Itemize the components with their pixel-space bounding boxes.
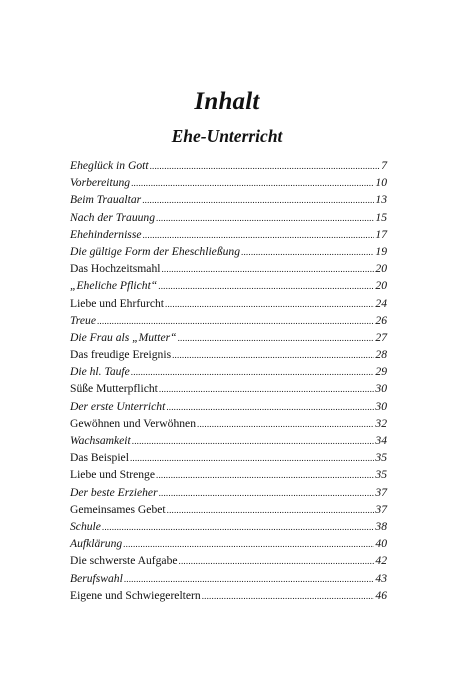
toc-entry-page-number: 32 <box>375 416 387 430</box>
toc-dot-leader <box>130 450 374 467</box>
toc-entry-title: Eheglück in Gott <box>70 159 149 172</box>
toc-entry-page-number: 29 <box>375 365 387 379</box>
toc-entry <box>70 587 387 604</box>
toc-entry <box>70 570 387 587</box>
toc-entry-page-number: 26 <box>375 313 387 327</box>
toc-entry <box>70 209 387 226</box>
toc-entry-title: Die hl. Taufe <box>70 365 130 379</box>
toc-dot-leader <box>123 536 374 553</box>
toc-entry <box>70 174 387 191</box>
toc-entry-page-number: 17 <box>375 227 387 241</box>
toc-entry-title: Die schwerste Aufgabe <box>70 554 178 568</box>
toc-dot-leader <box>179 553 375 570</box>
toc-entry-page-number: 30 <box>375 382 387 396</box>
toc-entry-title: Treue <box>70 313 96 327</box>
toc-dot-leader <box>161 261 374 278</box>
toc-dot-leader <box>159 485 375 502</box>
toc-entry-title: „Eheliche Pflicht“ <box>70 279 158 293</box>
toc-dot-leader <box>102 519 375 536</box>
toc-entry-title: Ehehindernisse <box>70 227 142 241</box>
toc-entry <box>70 295 387 312</box>
toc-dot-leader <box>131 364 375 381</box>
toc-entry <box>70 363 387 380</box>
page-title: Inhalt <box>194 88 260 115</box>
toc-dot-leader <box>156 467 374 484</box>
toc-entry-title: Liebe und Ehrfurcht <box>70 296 165 310</box>
toc-dot-leader <box>142 227 374 244</box>
toc-entry <box>70 398 387 415</box>
toc-entry <box>70 312 387 329</box>
toc-entry-title: Beim Traualtar <box>70 193 142 207</box>
toc-dot-leader <box>178 330 375 347</box>
toc-dot-leader <box>202 588 375 605</box>
toc-dot-leader <box>156 210 374 227</box>
toc-dot-leader <box>172 347 374 364</box>
toc-entry <box>70 466 387 483</box>
toc-dot-leader <box>165 296 374 313</box>
toc-entry-page-number: 20 <box>375 262 387 276</box>
toc-entry-title: Das Beispiel <box>70 451 129 465</box>
toc-entry-title: Vorbereitung <box>70 176 131 190</box>
toc-entry-title: Berufswahl <box>70 571 123 585</box>
toc-entry <box>70 501 387 518</box>
toc-dot-leader <box>166 399 374 416</box>
toc-entry-title: Die Frau als „Mutter“ <box>70 330 177 344</box>
toc-entry <box>70 157 387 174</box>
toc-entry-title: Schule <box>70 519 101 533</box>
toc-entry <box>70 415 387 432</box>
toc-entry-page-number: 20 <box>375 279 387 293</box>
toc-dot-leader <box>158 278 374 295</box>
toc-entry <box>70 449 387 466</box>
toc-entry <box>70 260 387 277</box>
toc-entry-title: Die gültige Form der Eheschließung <box>70 244 241 258</box>
table-of-contents <box>70 157 387 604</box>
toc-dot-leader <box>159 381 375 398</box>
toc-entry-page-number: 13 <box>375 193 387 207</box>
toc-entry-title: Der erste Unterricht <box>70 399 166 413</box>
toc-entry-page-number: 27 <box>375 330 387 344</box>
toc-entry-page-number: 40 <box>375 537 387 551</box>
toc-entry-page-number: 37 <box>375 485 387 499</box>
toc-dot-leader <box>124 571 375 588</box>
toc-entry-page-number: 7 <box>381 159 387 172</box>
toc-entry-page-number: 19 <box>375 244 387 258</box>
toc-entry <box>70 484 387 501</box>
toc-entry-page-number: 28 <box>375 348 387 362</box>
toc-entry-title: Das Hochzeitsmahl <box>70 262 161 276</box>
toc-entry <box>70 552 387 569</box>
toc-entry-page-number: 34 <box>375 434 387 447</box>
toc-dot-leader <box>241 244 374 261</box>
toc-entry-page-number: 15 <box>375 210 387 224</box>
toc-dot-leader <box>97 313 374 330</box>
toc-entry-page-number: 24 <box>375 296 387 310</box>
toc-entry-title: Eigene und Schwiegereltern <box>70 588 201 602</box>
toc-entry <box>70 346 387 363</box>
toc-entry-title: Das freudige Ereignis <box>70 348 172 362</box>
toc-entry-title: Gemeinsames Gebet <box>70 502 166 516</box>
toc-entry <box>70 518 387 535</box>
toc-entry <box>70 243 387 260</box>
toc-dot-leader <box>150 158 381 175</box>
toc-entry-page-number: 35 <box>375 468 387 482</box>
toc-dot-leader <box>167 502 375 519</box>
toc-entry-page-number: 43 <box>375 571 387 585</box>
toc-entry-title: Der beste Erzieher <box>70 485 158 499</box>
toc-entry-title: Süße Mutterpflicht <box>70 382 158 396</box>
toc-dot-leader <box>132 433 375 450</box>
toc-entry-page-number: 38 <box>375 519 387 533</box>
toc-dot-leader <box>131 175 374 192</box>
toc-entry <box>70 329 387 346</box>
toc-entry <box>70 535 387 552</box>
toc-entry-page-number: 37 <box>375 502 387 516</box>
toc-entry-title: Nach der Trauung <box>70 210 156 224</box>
toc-entry-page-number: 10 <box>375 176 387 190</box>
toc-entry-page-number: 42 <box>375 554 387 568</box>
toc-entry <box>70 380 387 397</box>
toc-entry <box>70 191 387 208</box>
toc-entry-page-number: 30 <box>375 399 387 413</box>
toc-entry-page-number: 35 <box>375 451 387 465</box>
toc-entry <box>70 226 387 243</box>
toc-entry <box>70 277 387 294</box>
section-subtitle: Ehe-Unterricht <box>171 126 283 146</box>
toc-entry-title: Aufklärung <box>70 537 123 551</box>
toc-entry-title: Gewöhnen und Verwöhnen <box>70 416 197 430</box>
toc-entry <box>70 432 387 449</box>
toc-entry-page-number: 46 <box>375 588 387 602</box>
toc-entry-title: Liebe und Strenge <box>70 468 155 482</box>
toc-dot-leader <box>142 192 374 209</box>
toc-dot-leader <box>197 416 374 433</box>
toc-entry-title: Wachsamkeit <box>70 434 131 447</box>
